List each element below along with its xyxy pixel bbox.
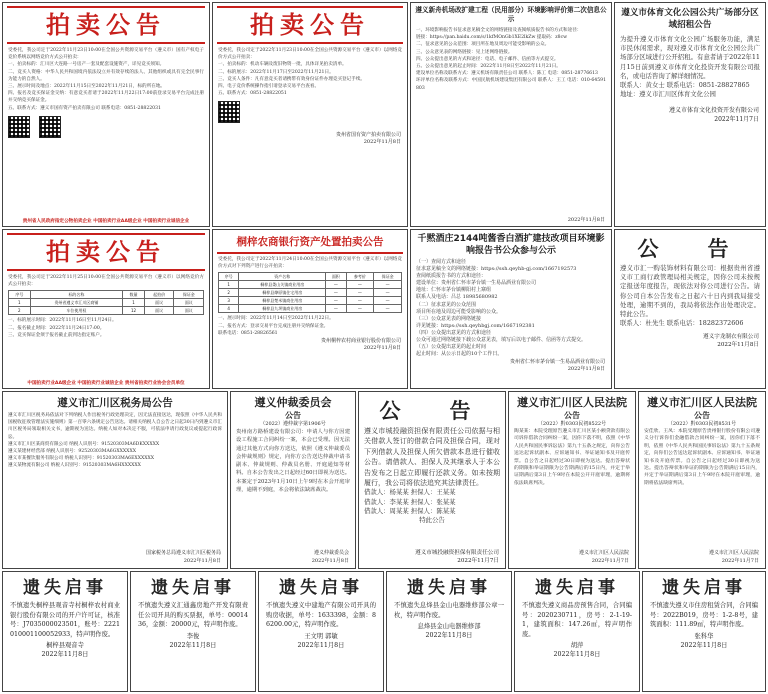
auction-section: 二、报名截止时间：2022年11月24日17:00。 [8,325,105,331]
court-signature: 遵义市汇川区人民法院 [708,550,759,556]
bank-section: 一、展示时间：2022年11月14日至2022年11月22日。 [218,316,334,322]
court-title: 遵义市汇川区人民法院 [517,396,627,409]
table-cell: — [326,297,346,305]
lost-date: 2022年11月8日 [680,641,728,649]
liquor-line: 地址：仁怀市茅台镇柳阳村上寨组 [416,287,492,294]
table-header-row [9,291,204,299]
qr-code-icon [218,101,240,123]
court-body: 安佳欣、王凤：本院受理原告贵州银行股份有限公司遵义分行诉你们金融借款合同纠纷一案，因你们下落不明，依照《中华人民共和国民事诉讼法》第九十五条规定，向你们公告送达起诉状副本、应诉通知书、举证通知书及开庭传票。自公告之日起经过30日即视为送达。提出答辩状和举证的期限为公告期满后15日内，并定于举证期满后第3日上午9时在本院开庭审理，逾期将依法缺席判决。 [644,429,760,486]
tax-list-item: 遵义市汇川区某商贸有限公司 纳税人识别号：91520303MA6DKXXXXX [8,441,160,447]
lost-notice-6 [642,571,766,692]
lost-body: 不慎遗失桐梓县观音寺村桐梓农村商业银行股份有限公司的开户许可证，核准号：J7035000023501，账号：2221010001100052933，特声明作废。 [10,602,120,638]
table-cell: 桐梓县燎原镇住宅用房 [239,289,326,297]
lost-date: 2022年11月8日 [169,641,217,649]
arbitration-subtitle: 公告 [285,410,301,420]
tax-date: 2022年11月8日 [183,558,221,564]
table-header: 标的名称 [30,291,123,299]
table-cell: 面议 [174,307,204,315]
table-cell: 4 [219,305,239,313]
env-section: 环评单位名称及联系方式：中国民航机场建设集团有限公司 联系人：王工 电话：010-64591803 [416,78,606,91]
liquor-signature: 贵州省仁怀市茅台镇一生易品酒业有限公司 [509,359,605,366]
table-cell: 3 [219,297,239,305]
sports-body: 为提升遵义市体育文化公园广场服务功能，满足市民休闲需求，现对遵义市体育文化公园公共广场部分区域进行公开招租。有意者请于2022年11月15日前到遵义市体育文化投资开发有限公司报名，或电话咨询了解详细情况。 [620,35,760,80]
loan-signature: 遵义市城投融资担保有限责任公司 [415,550,499,556]
public-notice [614,229,766,389]
tax-signature: 国家税务总局遵义市汇川区税务局 [145,550,221,556]
table-cell: 桐梓县九坝镇商业用房 [239,305,326,313]
table-row [9,307,204,315]
auction-section: 三、竞买人条件：凡有意竞买者请携带有效身份证件办理竞买登记手续。 [218,76,366,82]
bank-title: 桐梓农商银行资产处置拍卖公告 [217,230,403,254]
auction-table [8,290,204,315]
loan-body: 遵义市城投融资担保有限责任公司依据与相关借款人签订的借款合同及担保合同，现对下列借款人及担保人所欠借款本息进行催收公告。请借款人、担保人及其继承人于本公告发布之日起立即履行还款义务。如未按期履行，我公司将依法追究其法律责任。 [364,427,500,488]
bank-signature: 贵州桐梓农村商业银行股份有限公司 [320,338,401,345]
qr-code-icon [39,116,61,138]
notice-date: 2022年11月8日 [717,342,759,349]
lost-title: 遗失启事 [279,578,363,598]
lost-notice-1 [2,571,128,692]
loan-list-item: 借款人：杨某某 担保人：王某某 [364,488,456,497]
court-notice-2 [638,391,766,569]
env-section: 四、公众提出意见的方式和途径：电话、电子邮件、信函等方式提交。 [416,56,559,62]
lost-notice-5 [514,571,640,692]
table-cell: 面议 [174,299,204,307]
table-cell: 12 [123,307,145,315]
liquor-line: 起止时间：从公示日起的10个工作日。 [416,351,503,358]
env-section: 五、公众提出意见的起止时间：2022年11月8日至2022年11月21日。 [416,64,561,70]
table-header: 面积 [326,273,346,281]
court-date: 2022年11月7日 [591,558,629,564]
sports-address: 地址：遵义市汇川区体育文化公园 [620,90,716,99]
court-notice-1 [508,391,636,569]
table-header-row [219,273,402,281]
lost-body: 不慎遗失息烽县金山电器维修部公章一枚，特声明作废。 [394,602,504,619]
tax-list-item: 遵义市某餐饮服务有限公司 纳税人识别号：91520303MA6EXXXXXX [8,456,155,462]
lost-body: 不慎遗失遵义市住房租赁合同，合同编号：2022B019，房号：1-2-8号，建筑面积：111.89㎡，特声明作废。 [650,602,758,629]
auction-section: 一、拍卖标的：机动车辆及废旧物资一批，具体详见拍卖清单。 [218,62,347,68]
bank-intro: 受委托，我公司定于2022年11月24日10:00在全国公共资源交易平台（遵义市）以网络竞价方式对下列资产进行公开拍卖： [218,257,402,270]
table-cell: — [346,305,374,313]
court-signature: 遵义市汇川区人民法院 [578,550,629,556]
lost-title: 遗失启事 [151,578,235,598]
liquor-env-notice [410,229,612,389]
lost-title: 遗失启事 [407,578,491,598]
table-header: 数量 [123,291,145,299]
court-subtitle: 公告 [564,410,580,420]
notice-title: 公 告 [637,237,743,261]
auction-section: 三、竞买保证金须于报名截止前到达指定账户。 [8,332,105,338]
table-cell: 车位使用权 [30,307,123,315]
env-section: 链接：https://pan.baidu.com/s/1kfMOnGb1XE2lkZw 提取码：z8cw [416,35,568,41]
table-cell: 桐梓县娄山关镇商业用房 [239,281,326,289]
auction-footer: 贵州省人民政府指定公物拍卖企业 中国拍卖行业AA级企业 中国拍卖行业诚信企业 [22,219,190,224]
table-cell: — [346,297,374,305]
tax-body: 遵义市汇川区税务局依法对下列纳税人作出税务行政处理决定，因无法直接送达，现依照《中华人民共和国税收征收管理法实施细则》第一百零六条规定公告送达。请相关纳税人自公告之日起30日内到遵义市汇川区税务局领取相关文书，逾期视为送达。纳税人如对本决定不服，可依法申请行政复议或提起行政诉讼。 [8,413,222,440]
auction-section: 四、电子竞价系统操作指引请登录交易平台查看。 [218,84,320,90]
liquor-line: 查阅纸质报告书的方式和途径： [416,273,487,280]
table-cell: — [326,305,346,313]
table-cell: — [346,281,374,289]
lost-notice-2 [130,571,256,692]
liquor-line: 项目所在地及周边可能受影响的公众。 [416,308,502,315]
table-cell: — [326,289,346,297]
lost-signature: 李俊 [186,632,200,640]
liquor-line: （一）查阅方式和途径 [416,259,467,265]
court-title: 遵义市汇川区人民法院 [647,396,757,409]
auction-section: 五、联系方式：0851-28822051 [218,91,287,97]
sports-title: 遵义市体育文化公园公共广场部分区域招租公告 [621,8,759,30]
auction-signature: 贵州省国有资产拍卖有限公司 [335,132,401,139]
auction-section: 二、竞买人资格：中华人民共和国境内依法设立并有效存续的法人、其他组织或具有完全民事行为能力的自然人。 [8,69,204,82]
lost-date: 2022年11月8日 [553,651,601,659]
table-cell: 2 [9,307,31,315]
auction-section: 一、拍卖标的：汇川区大连路一号房产一套及配套设施资产，详见竞买须知。 [8,62,165,68]
arbitration-body: 贵州南方路桥建设有限公司：申请人与你方因建设工程施工合同纠纷一案，本会已受理。因无法通过其他方式向你方送达，依照《遵义仲裁委员会仲裁规则》规定，向你方公告送达仲裁申请书副本、仲裁规则、仲裁员名册、开庭通知等材料。自本公告发出之日起经过60日即视为送达。本案定于2023年1月10日上午9时在本会开庭审理，逾期不到庭，本会将依法缺席裁决。 [236,429,350,494]
lost-signature: 桐梓县观音寺 [46,642,84,650]
court-date: 2022年11月7日 [721,558,759,564]
liquor-line: 征求意见稿全文的网络链接：https://ssh.qeyhb-gj.com/1667192573 [416,266,577,273]
court-body: 陶某某：本院受理原告遵义市汇川区某小额贷款有限公司诉你借款合同纠纷一案，因你下落不明，依照《中华人民共和国民事诉讼法》第九十五条之规定，向你公告送达起诉状副本、应诉通知书、举证通知书及开庭传票。自公告之日起经过30日即视为送达。提出答辩状的期限和举证期限为公告期满后的15日内，并定于举证期满后第3日上午9时在本院公开开庭审理，逾期将依法缺席判决。 [514,429,630,486]
auction-title: 拍卖公告 [7,6,205,44]
lost-title: 遗失启事 [535,578,619,598]
liquor-line: 建设单位：贵州省仁怀市茅台镇一生易品酒业有限公司 [416,280,537,287]
env-section: 二、征求意见的公众范围：项目所在地及周边可能受影响的公众。 [416,42,550,48]
court-case-number: （2022）黔0303民初8531号 [667,421,737,427]
liquor-line: 联系人及电话：吕总 18985680982 [416,294,498,301]
qr-codes [213,97,407,131]
table-header: 保证金 [374,273,402,281]
notice-body: 遵义市汇一购装饰材料有限公司：根据贵州省遵义市工商行政管理局相关规定，因你公司未按规定报送年度报告，现依法对你公司进行公告。请你公司自本公告发布之日起六十日内到我局接受处理，逾期不到的，我局将依法作出处理决定。特此公告。 [620,264,760,319]
qr-code-icon [8,116,30,138]
auction-intro: 受委托，我公司定于2022年11月25日10:00在全国公共资源交易平台（遵义市）以网络竞价方式公开拍卖： [8,275,204,288]
auction-section: 三、展示时间及地点：2022年11月15日至2022年11月21日，标的所在地。 [8,84,166,90]
lost-date: 2022年11月8日 [425,632,473,640]
auction-title: 拍卖公告 [217,6,403,44]
table-row [219,289,402,297]
auction-intro: 受委托，我公司定于2022年11月23日10:00在全国公共资源交易平台（遵义市）以网络竞价方式公开拍卖： [218,48,402,61]
table-cell: 1 [9,299,31,307]
sports-signature: 遵义市体育文化投资开发有限公司 [668,107,759,115]
loan-list-item: 借款人：李某某 担保人：张某某 [364,497,456,506]
notice-signature: 遵义宇龙制衣有限公司 [703,334,759,341]
loan-date: 2022年11月7日 [457,558,499,564]
table-row [219,305,402,313]
table-row [9,299,204,307]
lost-date: 2022年11月8日 [41,651,89,659]
court-subtitle: 公告 [694,410,710,420]
court-case-number: （2022）黔0303民初8522号 [537,421,607,427]
bank-section: 二、报名方式：登录交易平台完成注册并交纳保证金。 [218,323,329,329]
sports-contact: 联系人：黄女士 联系电话：0851-28827865 [620,81,750,90]
table-header: 保证金 [174,291,204,299]
table-cell: 贵州省遵义市汇川区商铺 [30,299,123,307]
table-cell: 面议 [144,307,174,315]
arbitration-title: 遵义仲裁委员会 [254,396,332,409]
table-cell: 面议 [144,299,174,307]
table-cell: 1 [123,299,145,307]
table-header: 资产名称 [239,273,326,281]
lost-signature: 息烽县金山电器维修部 [417,623,481,631]
lost-body: 不慎遗失遵义中建地产有限公司开具的购房收据，单号：1633398，金额：86200.00元，特声明作废。 [266,602,376,629]
lost-date: 2022年11月8日 [297,641,345,649]
airport-env-notice [410,2,612,227]
bank-table [218,272,402,313]
table-cell: — [374,281,402,289]
loan-note: 特此公告 [419,516,445,525]
bank-date: 2022年11月8日 [363,345,401,352]
table-row [219,297,402,305]
sports-park-notice [614,2,766,227]
table-header: 参考价 [346,273,374,281]
auction-title: 拍卖公告 [7,233,205,271]
env-section: 三、公众意见表的网络链接：见上述网络链接。 [416,49,513,55]
table-cell: — [326,281,346,289]
lost-signature: 王文明 郭敏 [304,632,338,640]
auction-section: 四、报名及竞买保证金交纳：有意竞买者请于2022年11月22日17:00前登录交易平台完成注册并交纳竞买保证金。 [8,91,204,104]
table-cell: 1 [219,281,239,289]
table-cell: — [374,289,402,297]
auction-date: 2022年11月8日 [363,139,401,146]
table-cell: — [374,305,402,313]
lost-body: 不慎遗失遵义汇通鑫房地产开发有限责任公司开具的购买票据，单号：0001436，金额：20000元，特声明作废。 [138,602,248,629]
liquor-line: 详见链接：https://ssh.qeyhbgj.com/1667192381 [416,322,535,329]
auction-notice-3 [2,229,210,389]
lost-body: 不慎遗失遵义商品房预售合同，合同编号：2020230711，房号：2-1-19-1，建筑面积：147.26㎡，特声明作废。 [522,602,632,638]
env-section: 建设单位名称及联系方式：遵义机场有限责任公司 联系人：陈工 电话：0851-28776613 [416,71,598,77]
auction-notice-2 [212,2,408,227]
lost-signature: 张科华 [694,632,714,640]
env-date: 2022年11月8日 [567,217,605,223]
table-header: 序号 [9,291,31,299]
liquor-line: （三）公众意见表的网络链接 [416,315,482,322]
table-header: 序号 [219,273,239,281]
auction-footer: 中国拍卖行业AA级企业 中国拍卖行业诚信企业 贵州省拍卖行业协会会员单位 [27,381,185,386]
lost-signature: 胡萍 [570,642,584,650]
env-title: 遵义新舟机场改扩建工程（民用部分）环境影响评价第二次信息公示 [415,6,607,23]
loan-list-item: 借款人：周某某 担保人：陈某某 [364,506,456,515]
auction-section: 五、联系方式：遵义市国有资产拍卖有限公司 联系电话：0851-28822031 [8,105,161,111]
lost-title: 遗失启事 [662,578,746,598]
auction-intro: 受委托，我公司定于2022年11月23日10:00在全国公共资源交易平台（遵义市）国有产权电子竞价系统以网络竞价方式公开拍卖： [8,48,204,61]
table-header: 起拍价 [144,291,174,299]
liquor-title: 千黙酒庄2144吨酱香白酒扩建技改项目环境影响报告书公众参与公示 [417,234,605,256]
tax-title: 遵义市汇川区税务局公告 [57,397,173,409]
liquor-date: 2022年11月8日 [567,366,605,373]
env-section: 一、环境影响报告书征求意见稿全文的网络链接及查阅纸质报告书的方式和途径： [416,28,582,33]
table-row [219,281,402,289]
liquor-line: 公众可通过网络链接下载公众意见表，填写后以电子邮件、信函等方式提交。 [416,337,587,344]
tax-list-item: 遵义某建材经营部 纳税人识别号：92520303MA6GXXXXXX [8,449,136,455]
table-cell: 桐梓县楚米镇商住用房 [239,297,326,305]
arbitration-case-number: （2022）遵仲裁字第1906号 [260,421,326,427]
arbitration-date: 2022年11月8日 [311,558,349,564]
bank-asset-auction [212,229,408,389]
table-cell: — [374,297,402,305]
lost-notice-3 [258,571,384,692]
lost-title: 遗失启事 [23,578,107,598]
tax-bureau-notice [2,391,228,569]
liquor-line: （四）公众提出意见的方式和途径 [416,329,492,336]
table-cell: 2 [219,289,239,297]
lost-notice-4 [386,571,512,692]
auction-section: 一、标的展示时间：2022年11月16日至11月24日。 [8,318,117,324]
bank-section: 联系电话：0851-28826561 [218,330,278,336]
tax-list-item: 遵义某物流有限公司 纳税人识别号：91520303MA6HXXXXXX [8,463,141,469]
sports-date: 2022年11月7日 [714,116,759,124]
liquor-line: （五）公众提出意见的起止时间 [416,344,487,351]
loan-collection-notice [358,391,506,569]
qr-codes [3,112,209,146]
arbitration-signature: 遵义仲裁委员会 [313,550,349,556]
loan-title: 公 告 [379,399,485,423]
liquor-line: （二）征求意见的公众范围 [416,301,477,308]
table-cell: — [346,289,374,297]
auction-notice-1 [2,2,210,227]
auction-section: 二、标的展示：2022年11月17日至2022年11月21日。 [218,69,334,75]
arbitration-notice [230,391,356,569]
notice-contact: 联系人：杜先生 联系电话：18282372606 [620,319,744,328]
